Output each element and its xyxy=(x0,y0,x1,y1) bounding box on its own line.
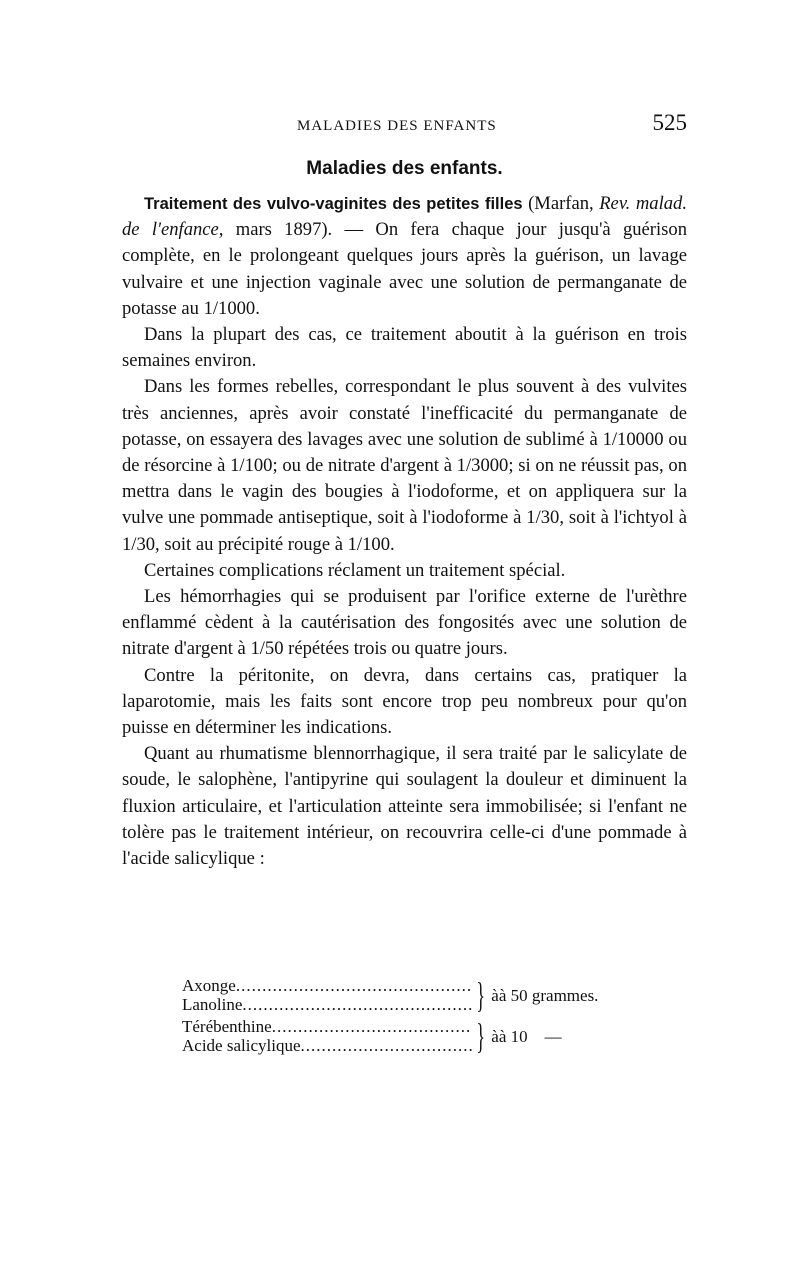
leader-dots xyxy=(236,976,472,995)
paragraph xyxy=(122,191,687,322)
brace: } xyxy=(476,1016,485,1056)
ingredient-name: Axonge xyxy=(182,976,236,995)
section-title: Maladies des enfants. xyxy=(306,158,503,179)
page-number: 525 xyxy=(652,110,687,135)
paragraph: Dans la plupart des cas, ce traitement aboutit à la guérison en trois semaines environ. xyxy=(122,324,687,372)
prescription xyxy=(182,976,622,1058)
leader-dots xyxy=(272,1017,472,1036)
paragraph: Les hémorrhagies qui se produisent par l'orifice externe de l'urèthre enflammé cèdent à la cautérisation des fongosités avec une solution de nitrate d'argent à 1/50 répétées trois ou quatre jours. xyxy=(122,586,687,660)
paragraph: Dans les formes rebelles, correspondant le plus souvent à des vulvites très anciennes, après avoir constaté l'inefficacité du permanganate de potasse, on essayera des lavages avec une solution de sublimé à 1/10000 ou de résorcine à 1/100; ou de nitrate d'argent à 1/3000; si on ne réussit pas, on mettra dans le vagin des bougies à l'iodoforme, et on appliquera sur la vulve une pommade antiseptique, soit à l'iodoforme à 1/30, soit à l'ichtyol à 1/30, soit au précipité rouge à 1/100. xyxy=(122,376,687,555)
citation-title: Rev. malad. de l'enfance, xyxy=(122,193,688,241)
paragraph-lead: Traitement des vulvo-vaginites des petites filles xyxy=(144,195,523,213)
page-header xyxy=(122,110,687,144)
paragraph-text: mars 1897). — On fera chaque jour jusqu'à guérison complète, en le prolongeant quelques jours après la guérison, un lavage vulvaire et une injection vaginale avec une solution de permanganate de potasse au 1/1000. xyxy=(122,219,687,319)
ingredient-name: Acide salicylique xyxy=(182,1036,301,1055)
ingredient-line xyxy=(182,1017,472,1036)
paragraph: Contre la péritonite, on devra, dans certains cas, pratiquer la laparotomie, mais les faits sont encore trop peu nombreux pour qu'on puisse en déterminer les indications. xyxy=(122,664,687,739)
brace: } xyxy=(476,975,485,1015)
ingredient-quantity: àà 10 — xyxy=(491,1026,562,1046)
prescription-group xyxy=(182,976,622,1014)
paragraph-text: (Marfan, xyxy=(522,193,600,214)
ingredient-quantity: àà 50 grammes. xyxy=(491,985,599,1005)
ingredient-name: Lanoline xyxy=(182,995,243,1014)
ingredient-name: Térébenthine xyxy=(182,1017,272,1036)
leader-dots xyxy=(242,995,472,1014)
ingredient-line xyxy=(182,1036,472,1055)
paragraph: Certaines complications réclament un traitement spécial. xyxy=(144,559,566,581)
body-text xyxy=(122,191,687,872)
ingredient-line xyxy=(182,995,472,1014)
leader-dots xyxy=(301,1036,473,1055)
running-title: MALADIES DES ENFANTS xyxy=(297,118,497,134)
prescription-group xyxy=(182,1017,622,1055)
ingredient-line xyxy=(182,976,472,995)
paragraph: Quant au rhumatisme blennorrhagique, il sera traité par le salicylate de soude, le salophène, l'antipyrine qui soulagent la douleur et diminuent la fluxion articulaire, et l'articulation atteinte sera immobilisée; si l'enfant ne tolère pas le traitement intérieur, on recouvrira celle-ci d'une pommade à l'acide salicylique : xyxy=(122,743,687,870)
